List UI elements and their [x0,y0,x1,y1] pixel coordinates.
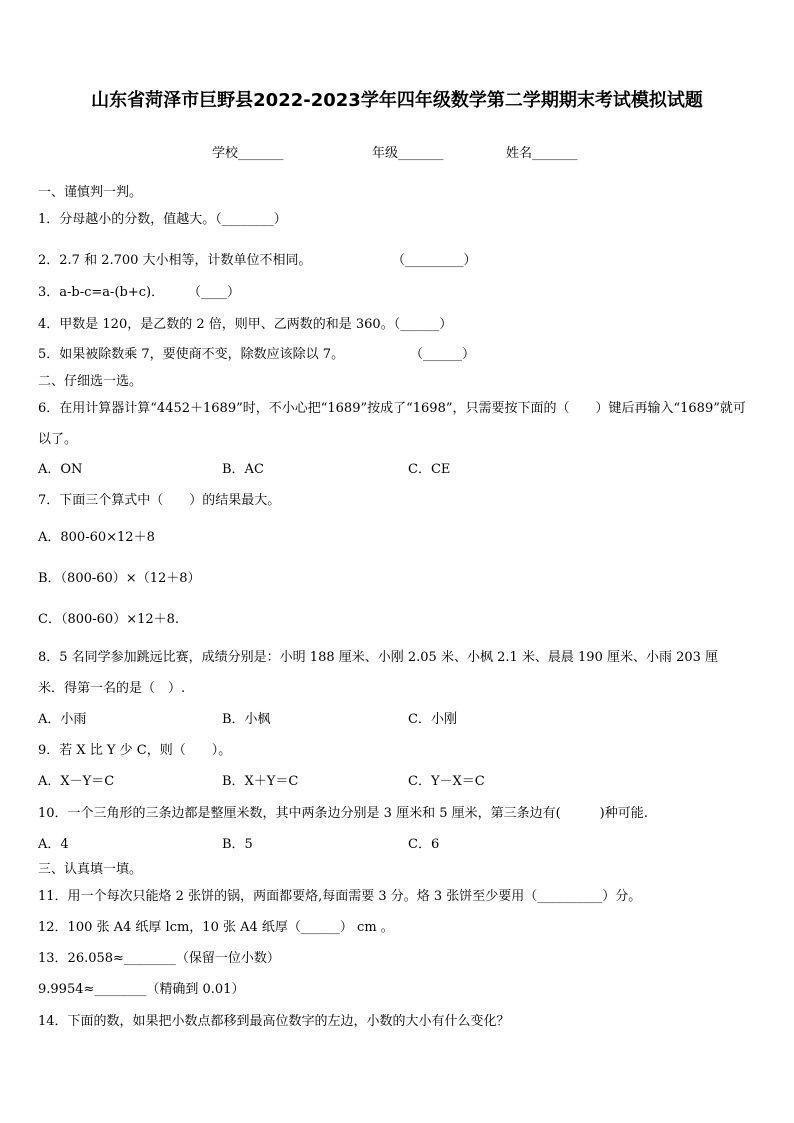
question-8-option-b: B．小枫 [222,712,271,727]
question-10-option-a: A．4 [38,837,69,852]
question-8-line-1: 8．5 名同学参加跳远比赛，成绩分别是：小明 188 厘米、小刚 2.05 米、小枫 2.1 米、晨晨 190 厘米、小雨 203 厘 [38,650,719,665]
question-10-option-b: B．5 [222,837,253,852]
question-3-blank: （____） [188,285,241,300]
question-1: 1．分母越小的分数，值越大。（________） [38,212,287,227]
question-7-option-a: A．800-60×12＋8 [38,530,155,545]
question-8-option-c: C．小刚 [408,712,457,727]
question-9: 9．若 X 比 Y 少 C，则（ ）。 [38,743,232,758]
section-heading-3: 三、认真填一填。 [38,862,143,877]
section-heading-1: 一、谨慎判一判。 [38,185,143,200]
question-7: 7．下面三个算式中（ ）的结果最大。 [38,493,281,508]
section-heading-2: 二、仔细选一选。 [38,374,143,389]
question-14: 14．下面的数，如果把小数点都移到最高位数字的左边，小数的大小有什么变化？ [38,1014,510,1029]
question-2-blank: （_________） [392,253,477,268]
question-9-option-b: B．X＋Y＝C [222,774,299,789]
question-8-line-2: 米．得第一名的是（ ）. [38,681,186,696]
question-6-option-b: B．AC [222,462,264,477]
question-9-option-a: A．X－Y＝C [38,774,115,789]
question-9-option-c: C．Y－X＝C [408,774,485,789]
question-5-blank: （______） [410,347,476,362]
question-7-option-b: B．（800-60）×（12＋8） [38,571,201,586]
grade-field: 年级_______ [372,146,444,161]
question-4: 4．甲数是 120，是乙数的 2 倍，则甲、乙两数的和是 360。（______） [38,317,453,332]
page-title: 山东省菏泽市巨野县2022-2023学年四年级数学第二学期期末考试模拟试题 [91,90,703,111]
question-10: 10．一个三角形的三条边都是整厘米数，其中两条边分别是 3 厘米和 5 厘米，第三条边有( )种可能. [38,806,648,821]
name-field: 姓名_______ [506,146,578,161]
question-6-option-c: C．CE [408,462,451,477]
question-2: 2．2.7 和 2.700 大小相等，计数单位不相同。 [38,253,312,268]
question-12: 12．100 张 A4 纸厚 lcm，10 张 A4 纸厚（______） cm 。 [38,920,394,935]
question-3: 3．a-b-c=a-(b+c)． [38,285,165,300]
question-5: 5．如果被除数乘 7，要使商不变，除数应该除以 7。 [38,347,345,362]
question-8-option-a: A．小雨 [38,712,87,727]
question-6-option-a: A．ON [38,462,83,477]
question-7-option-c: C．（800-60）×12＋8. [38,612,180,627]
question-13-part-2: 9.9954≈________（精确到 0.01） [38,982,245,997]
question-6-line-1: 6．在用计算器计算“4452＋1689”时，不小心把“1689”按成了“1698”，只需要按下面的（ ）键后再输入“1689”就可 [38,401,746,416]
question-10-option-c: C．6 [408,837,440,852]
school-field: 学校_______ [212,146,284,161]
question-6-line-2: 以了。 [38,432,78,447]
question-11: 11．用一个每次只能烙 2 张饼的锅，两面都要烙,每面需要 3 分。烙 3 张饼至少要用（__________）分。 [38,889,642,904]
question-13-part-1: 13．26.058≈________（保留一位小数） [38,951,280,966]
